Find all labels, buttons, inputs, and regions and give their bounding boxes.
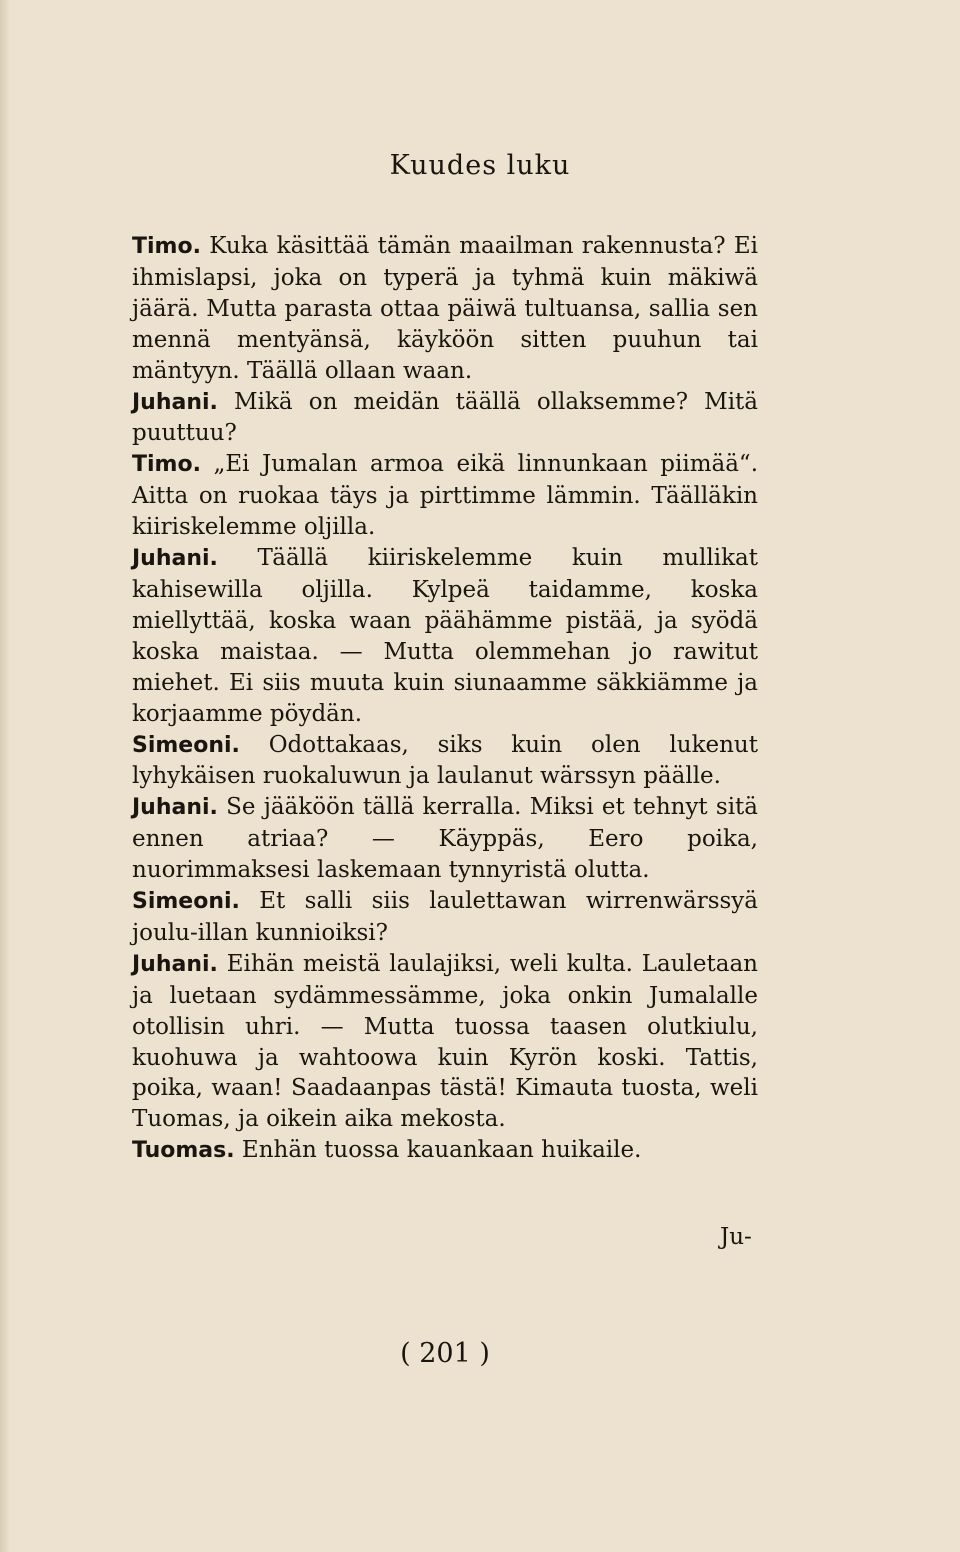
speaker-name: Juhani. [132,389,218,415]
dialogue-paragraph [132,792,758,886]
speech-text: Enhän tuossa kauankaan huikaile. [241,1137,642,1164]
speech-text: Et salli siis laulettawan wirrenwärssyä joulu-illan kunnioiksi? [132,888,759,946]
speaker-name: Juhani. [132,795,218,821]
dialogue-paragraph [132,730,758,793]
dialogue-text [132,231,758,1167]
dialogue-paragraph [132,543,758,729]
speech-text: „Ei Jumalan armoa eikä linnunkaan piimää“. Aitta on ruokaa täys ja pirttimme lämmin. Täälläkin kiiriskelemme oljilla. [132,451,759,541]
dialogue-paragraph [132,387,758,450]
speaker-name: Simeoni. [132,889,240,915]
speaker-name: Juhani. [132,546,218,572]
dialogue-paragraph [132,449,758,543]
speech-text: Kuka käsittää tämän maailman rakennusta? Ei ihmislapsi, joka on typerä ja tyhmä kuin mäkiwä jäärä. Mutta parasta ottaa päiwä tultuansa, sallia sen mennä mentyänsä, käyköön sitten puuhun tai mäntyyn. Täällä ollaan waan. [132,233,758,384]
speech-text: Täällä kiiriskelemme kuin mullikat kahisewilla oljilla. Kylpeä taidamme, koska miellyttää, koska waan päähämme pistää, ja syödä koska maistaa. — Mutta olemmehan jo rawitut miehet. Ei siis muuta kuin siunaamme säkkiämme ja korjaamme pöydän. [132,545,758,727]
speaker-name: Tuomas. [132,1138,235,1164]
page-edge-shadow [0,0,10,1552]
speech-text: Se jääköön tällä kerralla. Miksi et tehnyt sitä ennen atriaa? — Käyppäs, Eero poika, nuorimmaksesi laskemaan tynnyristä olutta. [132,794,758,884]
page-number: ( 201 ) [400,1338,490,1369]
speaker-name: Simeoni. [132,732,240,758]
speaker-name: Timo. [132,234,201,259]
catchword: Ju- [720,1224,752,1250]
dialogue-paragraph [132,949,758,1135]
speech-text: Mikä on meidän täällä ollaksemme? Mitä puuttuu? [132,388,759,447]
dialogue-paragraph [132,1135,758,1167]
running-header: Kuudes luku [389,150,571,181]
speaker-name: Timo. [132,452,201,478]
dialogue-paragraph [132,231,758,387]
speech-text: Odottakaas, siks kuin olen lukenut lyhykäisen ruokaluwun ja laulanut wärssyn päälle. [132,731,758,790]
dialogue-paragraph [132,886,758,949]
speaker-name: Juhani. [132,951,218,977]
speech-text: Eihän meistä laulajiksi, weli kulta. Lauletaan ja luetaan sydämmessämme, joka onkin Jumalalle otollisin uhri. — Mutta tuossa taasen olutkiulu, kuohuwa ja wahtoowa kuin Kyrön koski. Tattis, poika, waan! Saadaanpas tästä! Kimauta tuosta, weli Tuomas, ja oikein aika mekosta. [132,950,758,1133]
